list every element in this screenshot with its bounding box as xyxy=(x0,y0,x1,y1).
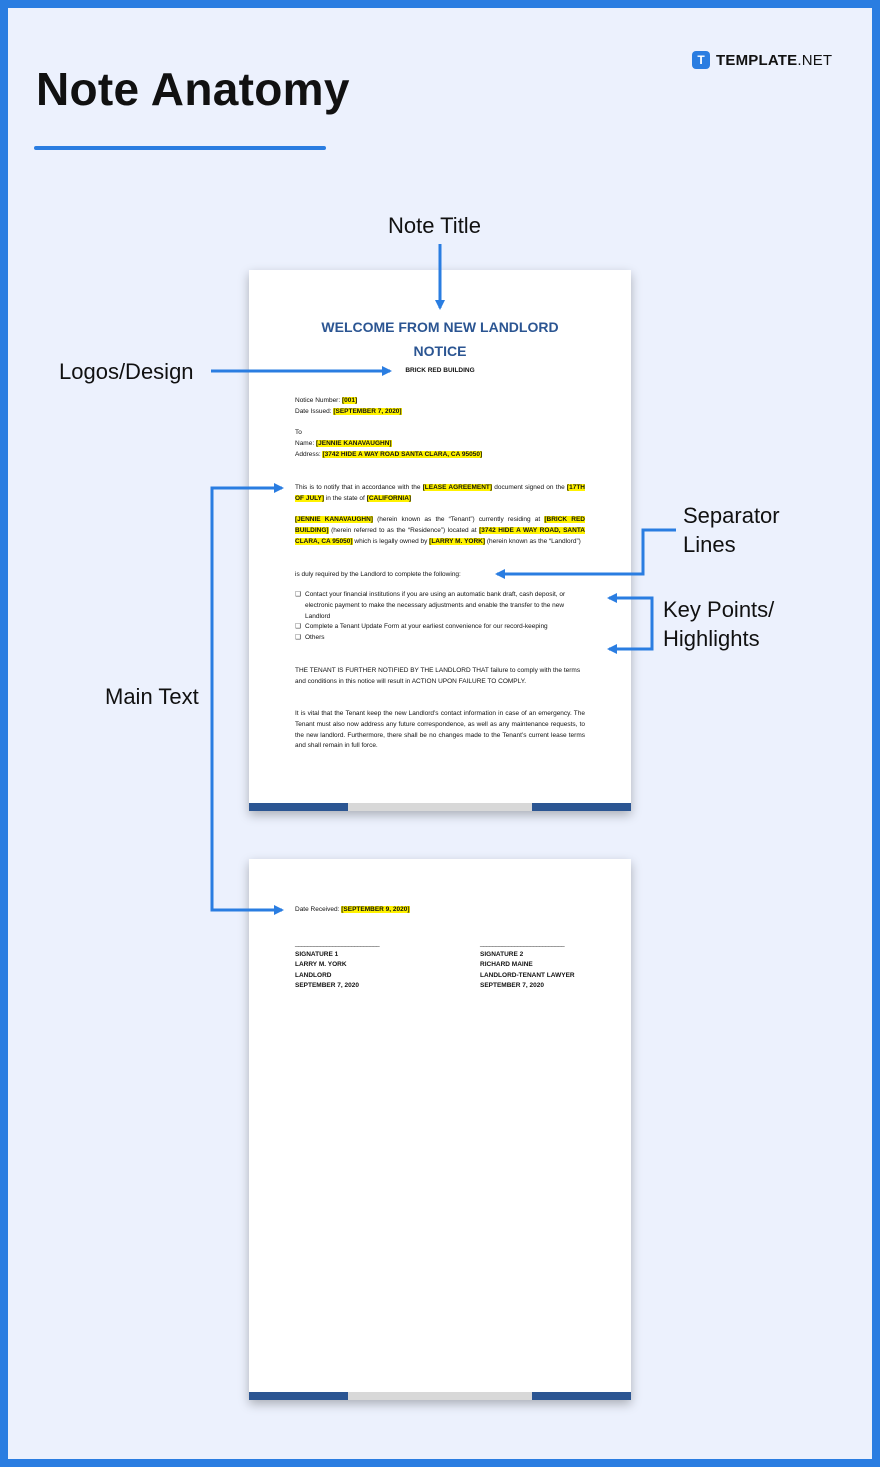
arrow-key-points-top xyxy=(609,598,652,612)
recipient-address: [3742 HIDE A WAY ROAD SANTA CLARA, CA 95050] xyxy=(322,450,483,458)
p2-text-a: (herein known as the “Tenant”) currently residing at xyxy=(372,516,545,523)
date-received-label: Date Received: xyxy=(295,906,342,913)
p1-text-a: This is to notify that in accordance with the xyxy=(295,484,423,491)
p1-highlight-state: [CALIFORNIA] xyxy=(366,494,412,502)
label-note-title: Note Title xyxy=(388,213,481,238)
signature-role: LANDLORD-TENANT LAWYER xyxy=(480,971,575,979)
recipient-name-label: Name: xyxy=(295,439,316,447)
arrow-key-points-bottom xyxy=(609,612,652,649)
notice-number-label: Notice Number: xyxy=(295,397,342,404)
p2-text-d: (herein known as the “Landlord”) xyxy=(485,537,581,545)
brand-name-main: TEMPLATE xyxy=(716,51,798,69)
document-title-line1: WELCOME FROM NEW LANDLORD xyxy=(321,319,559,335)
p1-highlight-agreement: [LEASE AGREEMENT] xyxy=(422,484,493,491)
arrow-main-text-top xyxy=(212,488,282,700)
document-subtitle: BRICK RED BUILDING xyxy=(405,367,475,374)
p1-text-c: in the state of xyxy=(324,494,367,502)
list-item-text: Contact your financial institutions if you are using an automatic bank draft, cash deposit, or electronic payment to make the necessary adjustments and enable the transfer to the new Landlord xyxy=(305,591,566,620)
checkbox-icon: ❑ xyxy=(295,623,301,631)
paragraph-further-notice: THE TENANT IS FURTHER NOTIFIED BY THE LANDLORD THAT failure to comply with the terms and conditions in this notice will result in ACTION UPON FAILURE TO COMPLY. xyxy=(295,667,581,685)
signature-name: LARRY M. YORK xyxy=(295,961,347,969)
date-issued-label: Date Issued: xyxy=(295,407,334,415)
recipient-to: To xyxy=(295,429,302,436)
label-separator-lines-line1: Separator xyxy=(683,503,780,528)
signature-role: LANDLORD xyxy=(295,971,332,979)
brand-mark-icon: T xyxy=(692,51,710,69)
recipient-name: [JENNIE KANAVAUGHN] xyxy=(315,439,392,447)
label-key-points-line1: Key Points/ xyxy=(663,597,775,622)
label-logos-design: Logos/Design xyxy=(59,359,194,384)
recipient-address-label: Address: xyxy=(295,450,323,458)
brand-name-suffix: .NET xyxy=(797,51,833,69)
page-title: Note Anatomy xyxy=(36,63,350,115)
date-received-value: [SEPTEMBER 9, 2020] xyxy=(341,906,410,913)
checkbox-icon: ❑ xyxy=(295,634,301,642)
p1-text-b: document signed on the xyxy=(492,484,567,491)
label-main-text: Main Text xyxy=(105,684,199,709)
label-key-points-line2: Highlights xyxy=(663,626,760,651)
notice-number: [001] xyxy=(341,397,358,404)
signature-line: ___________________________ xyxy=(480,940,565,947)
p2-text-b: (herein referred to as the “Residence”) located at xyxy=(328,526,480,534)
list-item-text: Others xyxy=(305,634,325,642)
signature-date: SEPTEMBER 7, 2020 xyxy=(295,982,359,990)
arrow-main-text-bottom xyxy=(212,700,282,910)
signature-name: RICHARD MAINE xyxy=(480,961,533,969)
p2-text-c: which is legally owned by xyxy=(352,537,430,545)
paragraph-contact: It is vital that the Tenant keep the new Landlord’s contact information in case of an emergency. The Tenant must also now address any future correspondence, as well as any maintenance requests, to the new landlord. Furthermore, there shall be no changes made to the Tenant’s current lease terms and shall remain in full force. xyxy=(295,710,585,750)
p2-highlight-building: [BRICK RED BUILDING] xyxy=(295,516,585,534)
checkbox-icon: ❑ xyxy=(295,591,301,598)
p2-highlight-landlord: [LARRY M. YORK] xyxy=(429,537,486,545)
list-item-text: Complete a Tenant Update Form at your earliest convenience for our record-keeping xyxy=(305,623,548,631)
p1-highlight-date: [17TH OF JULY] xyxy=(295,484,585,502)
signature-title: SIGNATURE 2 xyxy=(480,950,524,958)
signature-date: SEPTEMBER 7, 2020 xyxy=(480,982,544,990)
signature-line: ___________________________ xyxy=(295,940,380,947)
p2-highlight-tenant: [JENNIE KANAVAUGHN] xyxy=(295,516,373,523)
document-title-line2: NOTICE xyxy=(413,343,467,359)
p2-highlight-address: [3742 HIDE A WAY ROAD, SANTA CLARA, CA 95050] xyxy=(295,526,585,545)
label-separator-lines-line2: Lines xyxy=(683,532,736,557)
arrow-separator-lines xyxy=(497,530,676,574)
signature-title: SIGNATURE 1 xyxy=(295,950,339,958)
date-issued: [SEPTEMBER 7, 2020] xyxy=(333,407,402,415)
paragraph-requirement: is duly required by the Landlord to complete the following: xyxy=(295,571,461,578)
